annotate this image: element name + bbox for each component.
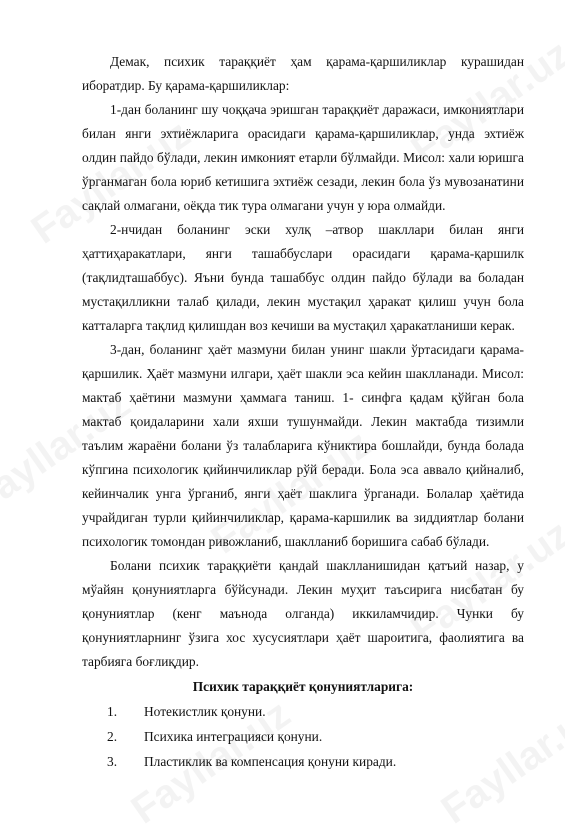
- list-item-text: Нотекистлик қонуни.: [144, 704, 266, 719]
- list-item: [82, 724, 524, 749]
- list-item: [82, 749, 524, 774]
- list-item-number: 1.: [107, 704, 118, 719]
- paragraph-third-contradiction: 3-дан, боланинг ҳаёт мазмуни билан унинг шакли ўртасидаги қарама-қаршилик. Ҳаёт мазмуни илгари, ҳаёт шакли эса кейин шаклланади. Мисол: мактаб ҳаётини мазмуни ҳаммага таниш. 1- синфга қадам қўйган бола мактаб қоидаларини хали яхши тушунмайди. Лекин мактабда тизимли таълим жараёни болани ўз талабларига кўниктира бошлайди, бунда болада кўпгина психологик қийинчиликлар рўй беради. Бола эса аввало қийналиб, кейинчалик унга ўрганиб, янги ҳаёт шаклига ўрганади. Болалар ҳаётида учрайдиган турли қийинчиликлар, қарама-каршилик ва зиддиятлар болани психологик томондан ривожланиб, шаклланиб боришига сабаб бўлади.: [82, 342, 524, 549]
- list-item-text: Пластиклик ва компенсация қонуни киради.: [144, 754, 397, 769]
- paragraph-second-contradiction: 2-нчидан боланинг эски хулқ –атвор шакллари билан янги ҳаттиҳаракатлари, янги ташаббуслари орасидаги қарама-қаршилк (тақлидташаббус). Яъни бунда ташаббус олдин пайдо бўлади ва боладан мустақилликни талаб қилади, лекин мустақил ҳаракат қилиш учун бола катталарга тақлид қилишдан воз кечиши ва мустақил ҳаракатланиши керак.: [82, 222, 524, 333]
- laws-list: [82, 699, 524, 774]
- list-item: [82, 699, 524, 724]
- document-page: [82, 50, 524, 774]
- list-item-text: Психика интеграцияси қонуни.: [144, 729, 323, 744]
- paragraph-first-contradiction: 1-дан боланинг шу чоққача эришган тараққиёт даражаси, имкониятлари билан янги эхтиёжларига орасидаги қарама-қаршиликлар, унда эхтиёж олдин пайдо бўлади, лекин имконият етарли бўлмайди. Мисол: хали юришга ўрганмаган бола юриб кетишига эхтиёж сезади, лекин бола ўз мувозанатини сақлай олмагани, оёқда тик тура олмагани учун у юра олмайди.: [82, 102, 524, 213]
- paragraph-laws-intro: Болани психик тараққиёти қандай шаклланишидан қатъий назар, у мўайян қонуниятларга бўйсунади. Лекин муҳит таъсирига нисбатан бу қонуниятлар (кенг маънода олганда) иккиламчидир. Чунки бу қонуниятларнинг ўзига хос хусусиятлари ҳаёт шароитига, фаолиятига ва тарбияга боғлиқдир.: [82, 558, 524, 669]
- list-item-number: 3.: [107, 754, 118, 769]
- laws-heading: Психик тараққиёт қонуниятларига:: [192, 679, 414, 694]
- paragraph-intro: Демак, психик тараққиёт ҳам қарама-қаршиликлар курашидан иборатдир. Бу қарама-қаршиликлар:: [82, 54, 524, 93]
- list-item-number: 2.: [107, 729, 118, 744]
